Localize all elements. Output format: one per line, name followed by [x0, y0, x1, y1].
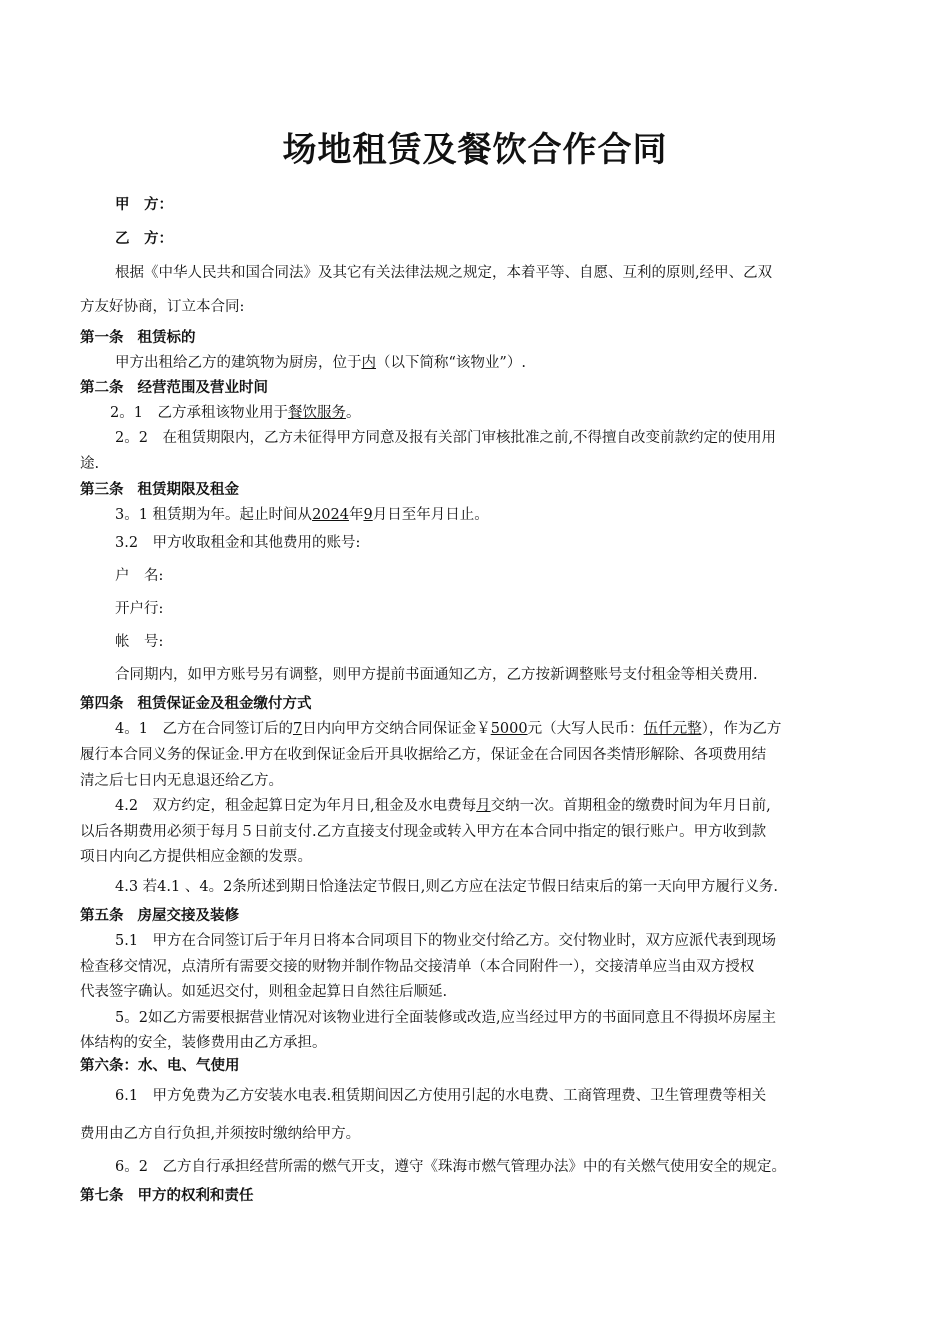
article-5-number: 第五条	[80, 908, 124, 924]
document-title: 场地租赁及餐饮合作合同	[282, 130, 668, 170]
account-bank-label: 开户行:	[115, 601, 164, 617]
article-5-heading	[80, 906, 950, 926]
article-7-number: 第七条	[80, 1188, 124, 1204]
article-5-title: 房屋交接及装修	[137, 908, 239, 924]
clause-4-3: 4.3 若4.1 、4。2条所述到期日恰逢法定节假日,则乙方应在法定节假日结束后的第一天向甲方履行义务.	[115, 879, 779, 895]
article-4-number: 第四条	[80, 696, 124, 712]
start-month-field: 9	[363, 507, 373, 523]
article-2-number: 第二条	[80, 380, 124, 396]
account-number-label: 帐 号:	[115, 634, 164, 650]
clause-6-1-line-2: 费用由乙方自行负担,并须按时缴纳给甲方。	[80, 1126, 361, 1142]
article-3-number: 第三条	[80, 482, 124, 498]
article-2-heading	[80, 378, 950, 398]
account-name-label: 户 名:	[115, 568, 164, 584]
deposit-capital-field: 伍仟元整	[643, 721, 702, 737]
clause-6-2: 6。2 乙方自行承担经营所需的燃气开支，遵守《珠海市燃气管理办法》中的有关燃气使用安全的规定。	[115, 1159, 786, 1175]
article-2-title: 经营范围及营业时间	[137, 380, 268, 396]
usage-field: 餐饮服务	[287, 405, 346, 421]
clause-4-1-line-1: 4。1 乙方在合同签订后的7日内向甲方交纳合同保证金￥5000元（大写人民币：伍仟元整），作为乙方	[115, 721, 782, 737]
deposit-amount-field: 5000	[490, 721, 528, 737]
start-year-field: 2024	[312, 507, 349, 523]
article-7-title: 甲方的权利和责任	[137, 1188, 254, 1204]
clause-2-1: 2。1 乙方承租该物业用于餐饮服务。	[110, 405, 361, 421]
article-1-heading	[80, 328, 950, 348]
clause-4-2-line-1: 4.2 双方约定，租金起算日定为年月日,租金及水电费每月交纳一次。首期租金的缴费时间为年月日前,	[115, 798, 771, 814]
intro-line-2: 方友好协商，订立本合同:	[80, 299, 245, 315]
clause-6-1-line-1: 6.1 甲方免费为乙方安装水电表.租赁期间因乙方使用引起的水电费、工商管理费、卫生管理费等相关	[115, 1088, 767, 1104]
deposit-days-field: 7	[292, 721, 303, 737]
party-b-label: 乙 方：	[115, 231, 173, 247]
article-3-title: 租赁期限及租金	[137, 482, 239, 498]
clause-3-3: 合同期内，如甲方账号另有调整，则甲方提前书面通知乙方，乙方按新调整账号支付租金等相关费用.	[115, 667, 758, 683]
clause-2-2-line-1: 2。2 在租赁期限内，乙方未征得甲方同意及报有关部门审核批准之前,不得擅自改变前款约定的使用用	[115, 430, 777, 446]
article-4-title: 租赁保证金及租金缴付方式	[137, 696, 312, 712]
article-4-heading	[80, 694, 950, 714]
article-3-heading	[80, 480, 950, 500]
clause-5-2-line-1: 5。2如乙方需要根据营业情况对该物业进行全面装修或改造,应当经过甲方的书面同意且不得损坏房屋主	[115, 1010, 777, 1026]
clause-4-2-line-3: 项日内向乙方提供相应金额的发票。	[80, 849, 312, 865]
article-7-heading	[80, 1186, 950, 1206]
clause-5-1-line-3: 代表签字确认。如延迟交付，则租金起算日自然往后顺延.	[80, 984, 448, 1000]
clause-4-1-line-2: 履行本合同义务的保证金.甲方在收到保证金后开具收据给乙方，保证金在合同因各类情形解除、各项费用结	[80, 747, 767, 763]
clause-3-1: 3。1 租赁期为年。起止时间从2024年9月日至年月日止。	[115, 507, 489, 523]
article-1-clause: 甲方出租给乙方的建筑物为厨房，位于内（以下简称“该物业”）.	[115, 355, 526, 371]
article-6-heading: 第六条：水、电、气使用	[80, 1058, 240, 1074]
clause-2-2-line-2: 途.	[80, 456, 100, 472]
location-field: 内	[361, 355, 376, 371]
clause-5-1-line-1: 5.1 甲方在合同签订后于年月日将本合同项目下的物业交付给乙方。交付物业时，双方应派代表到现场	[115, 933, 777, 949]
clause-4-1-line-3: 清之后七日内无息退还给乙方。	[80, 773, 283, 789]
article-1-number: 第一条	[80, 330, 124, 346]
clause-4-2-line-2: 以后各期费用必须于每月５日前支付.乙方直接支付现金或转入甲方在本合同中指定的银行账户。甲方收到款	[80, 824, 767, 840]
intro-line-1: 根据《中华人民共和国合同法》及其它有关法律法规之规定，本着平等、自愿、互利的原则,经甲、乙双	[115, 265, 773, 281]
article-1-title: 租赁标的	[137, 330, 196, 346]
clause-3-2: 3.2 甲方收取租金和其他费用的账号:	[115, 535, 361, 551]
clause-5-2-line-2: 体结构的安全，装修费用由乙方承担。	[80, 1035, 327, 1051]
party-a-label: 甲 方：	[115, 197, 173, 213]
clause-5-1-line-2: 检查移交情况，点清所有需要交接的财物并制作物品交接清单（本合同附件一），交接清单应当由双方授权	[80, 959, 755, 975]
payment-period-field: 月	[476, 798, 491, 814]
